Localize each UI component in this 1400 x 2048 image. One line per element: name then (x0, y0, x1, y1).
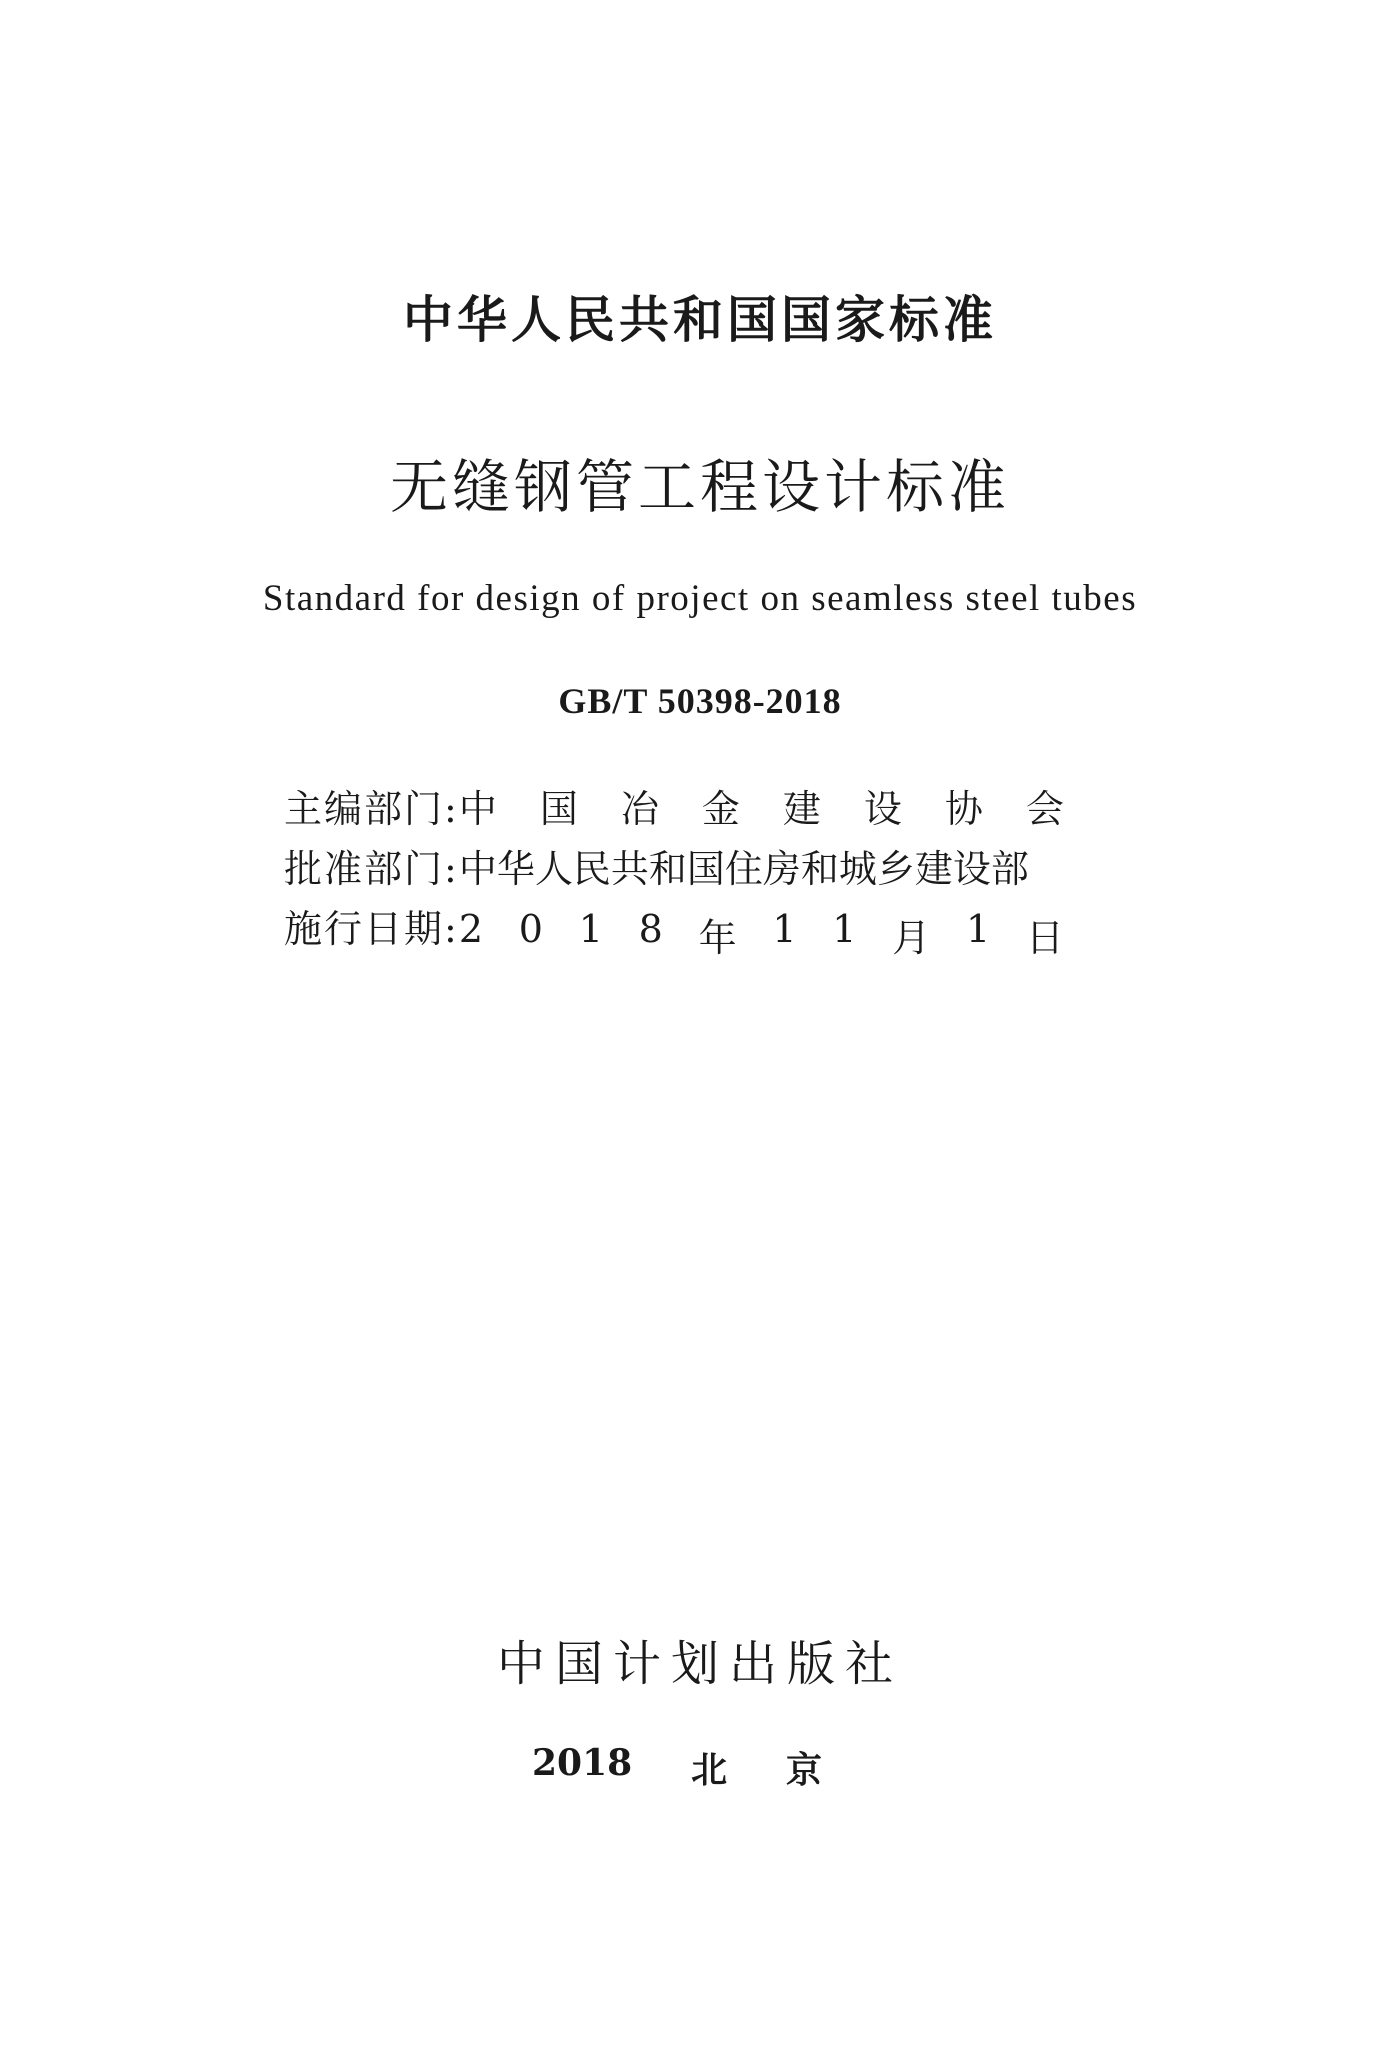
editor-char: 国 (539, 787, 578, 831)
date-char: 月 (892, 916, 931, 960)
editor-char: 会 (1025, 787, 1064, 831)
approver-label: 批准部门: (284, 847, 459, 891)
imprint-city-char: 京 (785, 1749, 822, 1791)
imprint-city-char: 北 (691, 1749, 728, 1791)
date-char: 1 (772, 907, 797, 951)
date-char: 2 (458, 907, 483, 951)
date-char: 日 (1025, 916, 1064, 960)
effective-date-row (284, 898, 1064, 958)
editor-label: 主编部门: (284, 787, 459, 831)
approver-row (284, 838, 1064, 898)
standard-title-chinese: 无缝钢管工程设计标准 (389, 453, 1010, 521)
editor-char: 中 (458, 787, 497, 831)
imprint-year: 2018 (532, 1742, 633, 1784)
date-char: 1 (965, 907, 991, 951)
editor-char: 协 (944, 787, 983, 831)
standard-title-english: Standard for design of project on seamless steel tubes (262, 578, 1138, 619)
editor-char: 设 (863, 787, 902, 831)
editor-char: 冶 (620, 787, 659, 831)
editor-char: 金 (701, 787, 740, 831)
editor-row (284, 778, 1064, 838)
approver-value: 中华人民共和国住房和城乡建设部 (458, 847, 1029, 891)
publisher-name: 中国计划出版社 (496, 1636, 903, 1692)
effective-date-value (459, 907, 1064, 962)
date-char: 年 (698, 916, 737, 960)
effective-date-label: 施行日期: (284, 907, 459, 951)
imprint-line (532, 1742, 822, 1793)
date-char: 8 (638, 907, 663, 951)
date-char: 1 (578, 907, 603, 951)
standard-metadata (284, 778, 1064, 958)
standard-code: GB/T 50398-2018 (558, 681, 842, 721)
editor-value (459, 778, 1064, 833)
date-char: 0 (518, 907, 543, 951)
national-standard-heading: 中华人民共和国国家标准 (403, 291, 997, 349)
date-char: 1 (832, 907, 857, 951)
editor-char: 建 (782, 787, 821, 831)
